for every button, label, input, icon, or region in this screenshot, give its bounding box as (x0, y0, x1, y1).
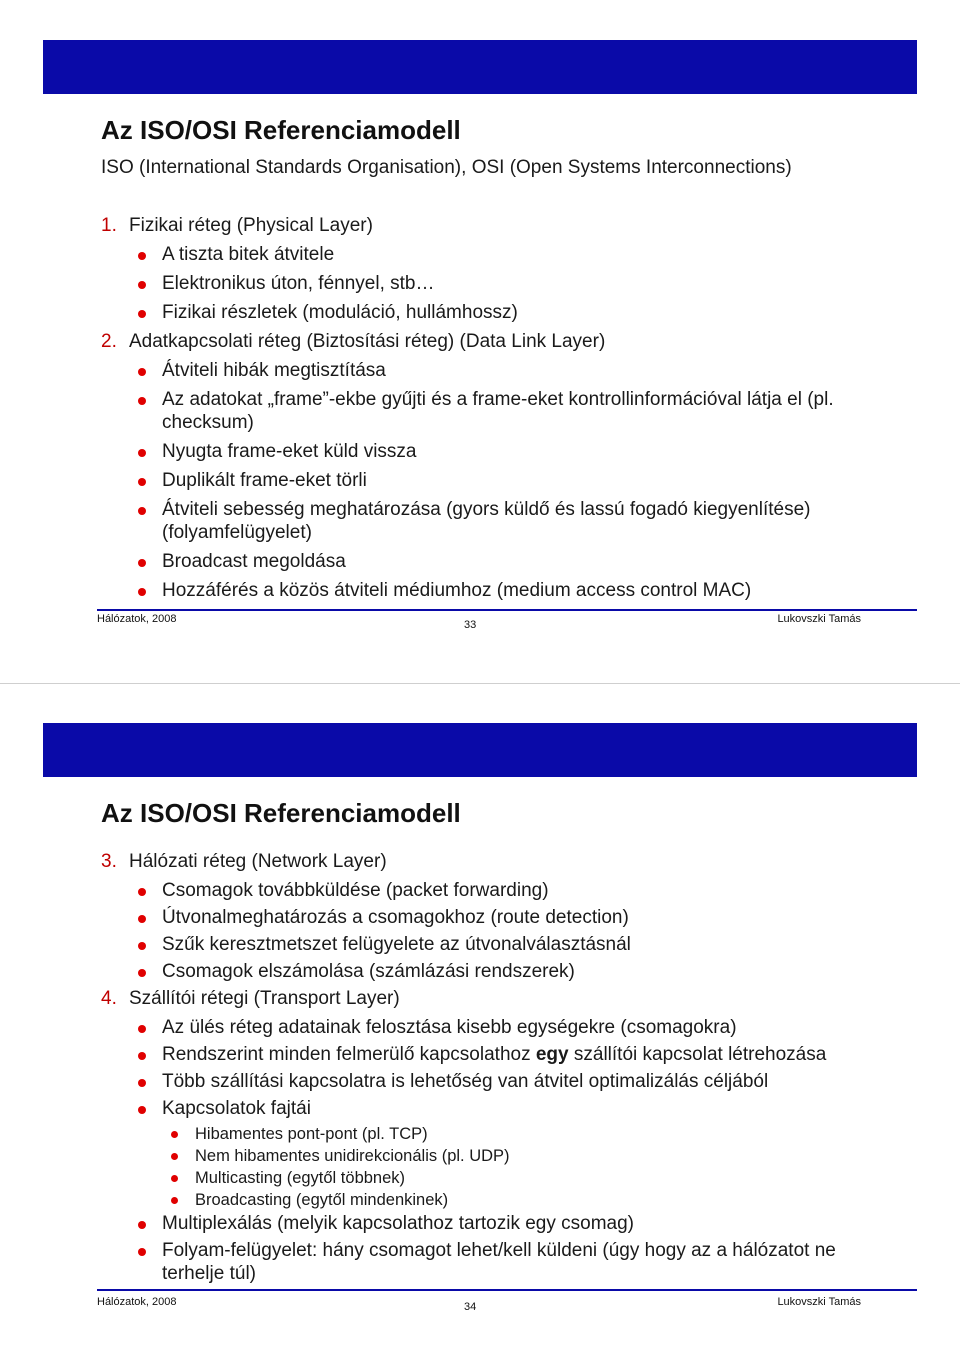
bullet-item (101, 579, 861, 602)
item-text: Hozzáférés a közös átviteli médiumhoz (medium access control MAC) (162, 580, 752, 601)
item-text: Csomagok elszámolása (számlázási rendszerek) (162, 961, 575, 982)
bullet-item (101, 440, 861, 463)
slide-header-bar (43, 40, 917, 94)
item-text: Szűk keresztmetszet felügyelete az útvonalválasztásnál (162, 934, 631, 955)
section-number: 4. (101, 988, 117, 1009)
item-text: Duplikált frame-eket törli (162, 470, 367, 491)
item-text: Broadcasting (egytől mindenkinek) (195, 1191, 449, 1209)
sub-bullet-item (101, 1146, 861, 1167)
item-text: Átviteli hibák megtisztítása (162, 360, 386, 381)
item-text: Csomagok továbbküldése (packet forwarding) (162, 880, 549, 901)
item-text: Szállítói rétegi (Transport Layer) (129, 988, 400, 1009)
section-number: 3. (101, 851, 117, 872)
bullet-icon (138, 1052, 146, 1060)
bullet-item (101, 1097, 861, 1120)
bullet-icon (138, 397, 146, 405)
footer-course: Hálózatok, 2008 (97, 613, 177, 625)
slide-title: Az ISO/OSI Referenciamodell (101, 115, 461, 145)
section-number: 2. (101, 331, 117, 352)
section-heading (101, 214, 861, 238)
item-text: Multiplexálás (melyik kapcsolathoz tartozik egy csomag) (162, 1213, 635, 1234)
item-text-after: szállítói kapcsolat létrehozása (568, 1044, 827, 1065)
item-text: Folyam-felügyelet: hány csomagot lehet/kell küldeni (úgy hogy az a hálózatot ne terhelje túl) (162, 1240, 836, 1284)
bullet-item (101, 550, 861, 573)
item-text: Útvonalmeghatározás a csomagokhoz (route detection) (162, 907, 629, 928)
footer-author: Lukovszki Tamás (777, 613, 861, 625)
item-text: Átviteli sebesség meghatározása (gyors küldő és lassú fogadó kiegyenlítése) (folyamfelügyelet) (162, 499, 811, 543)
bullet-icon (138, 1079, 146, 1087)
bullet-icon (138, 1106, 146, 1114)
sub-bullet-item (101, 1124, 861, 1145)
item-text: Broadcast megoldása (162, 551, 346, 572)
slide-title: Az ISO/OSI Referenciamodell (101, 798, 461, 828)
bullet-icon (138, 1221, 146, 1229)
sub-bullet-item (101, 1168, 861, 1189)
item-text: Elektronikus úton, fénnyel, stb… (162, 273, 435, 294)
page-number: 34 (464, 1301, 477, 1313)
bullet-item (101, 1016, 861, 1039)
item-text: Hálózati réteg (Network Layer) (129, 851, 387, 872)
footer-rule (97, 1289, 917, 1291)
item-text: Az adatokat „frame”-ekbe gyűjti és a frame-eket kontrollinformációval látja el (pl. checksum) (162, 389, 834, 433)
bullet-icon (171, 1197, 178, 1204)
section-heading (101, 330, 861, 354)
bullet-icon (138, 969, 146, 977)
item-text: Rendszerint minden felmerülő kapcsolathoz (162, 1044, 536, 1065)
bullet-item (101, 272, 861, 295)
bullet-item (101, 1212, 861, 1235)
item-text: A tiszta bitek átvitele (162, 244, 335, 265)
bullet-icon (171, 1153, 178, 1160)
item-text: Nem hibamentes unidirekcionális (pl. UDP) (195, 1147, 510, 1165)
item-text: Fizikai réteg (Physical Layer) (129, 215, 373, 236)
item-text: Fizikai részletek (moduláció, hullámhossz) (162, 302, 518, 323)
sub-bullet-item (101, 1190, 861, 1211)
bullet-icon (138, 1025, 146, 1033)
item-text: Több szállítási kapcsolatra is lehetőség van átvitel optimalizálás céljából (162, 1071, 769, 1092)
section-number: 1. (101, 215, 117, 236)
bullet-icon (138, 252, 146, 260)
bullet-item (101, 960, 861, 983)
slide-subtitle: ISO (International Standards Organisation), OSI (Open Systems Interconnections) (101, 157, 792, 178)
bullet-item (101, 1239, 861, 1285)
bullet-icon (138, 942, 146, 950)
bullet-item (101, 243, 861, 266)
footer-rule (97, 609, 917, 611)
slide-content (101, 214, 861, 608)
page-number: 33 (464, 619, 477, 631)
bullet-item (101, 1070, 861, 1093)
bullet-icon (171, 1175, 178, 1182)
section-heading (101, 987, 861, 1011)
item-emphasis: egy (535, 1044, 569, 1065)
item-text: Az ülés réteg adatainak felosztása kisebb egységekre (csomagokra) (162, 1017, 737, 1038)
bullet-icon (138, 310, 146, 318)
bullet-icon (138, 1248, 146, 1256)
bullet-icon (138, 281, 146, 289)
bullet-item (101, 879, 861, 902)
bullet-item (101, 359, 861, 382)
item-text: Hibamentes pont-pont (pl. TCP) (195, 1125, 428, 1143)
item-text: Kapcsolatok fajtái (162, 1098, 311, 1119)
bullet-icon (138, 888, 146, 896)
bullet-icon (138, 368, 146, 376)
item-text: Multicasting (egytől többnek) (195, 1169, 406, 1187)
bullet-icon (138, 915, 146, 923)
footer-author: Lukovszki Tamás (777, 1296, 861, 1308)
bullet-item (101, 933, 861, 956)
bullet-icon (138, 478, 146, 486)
item-text: Adatkapcsolati réteg (Biztosítási réteg) (Data Link Layer) (129, 331, 606, 352)
slide-header-bar (43, 723, 917, 777)
bullet-icon (138, 449, 146, 457)
bullet-item (101, 1043, 861, 1066)
bullet-icon (138, 559, 146, 567)
bullet-item (101, 469, 861, 492)
bullet-item (101, 906, 861, 929)
bullet-icon (138, 507, 146, 515)
bullet-item (101, 498, 861, 544)
bullet-item (101, 301, 861, 324)
item-text: Nyugta frame-eket küld vissza (162, 441, 417, 462)
slide-34 (0, 684, 960, 1367)
bullet-icon (171, 1131, 178, 1138)
bullet-item (101, 388, 861, 434)
footer-course: Hálózatok, 2008 (97, 1296, 177, 1308)
section-heading (101, 850, 861, 874)
bullet-icon (138, 588, 146, 596)
slide-content (101, 850, 861, 1289)
slide-33 (0, 0, 960, 683)
